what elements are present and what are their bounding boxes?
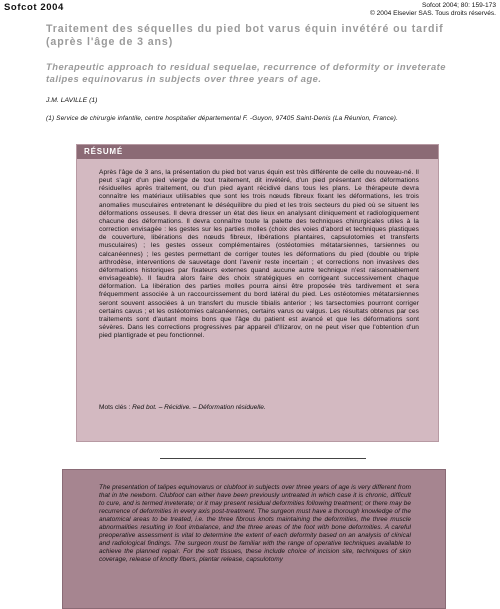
- title-english: Therapeutic approach to residual sequelae, recurrence of deformity or inveterate talipes equinovarus in subjects over three years of age.: [46, 61, 447, 84]
- resume-box: [76, 144, 439, 442]
- abstract-text: The presentation of talipes equinovarus or clubfoot in subjects over three years of age is very different from that in the newborn. Clubfoot can either have been previously untreated in which case it is chronic, difficult to cure, and is termed inveterate; or it may present residual deformities following treatment; or there may be recurrence of deformities in every axis post-treatment. The surgeon must have a thorough knowledge of the anatomical areas to be treated, i.e. the three fibrous knots maintaining the deformities, the three muscle abnormalities resulting in foot imbalance, and the three areas of the foot with bone deformities. A careful preoperative assessment is vital to determine the extent of each deformity based on an analysis of clinical and radiological findings. The surgeon must be familiar with the range of operative techniques available to achieve the planned repair. For the soft tissues, these include choice of incision site, techniques of skin coverage, release of knotty fibers, plantar release, capsulotomy: [99, 484, 411, 564]
- keywords: [99, 404, 419, 411]
- abstract-box: [62, 469, 446, 609]
- citation-line-1: Sofcot 2004; 80: 159-173: [421, 2, 496, 9]
- title-french: Traitement des séquelles du pied bot varus équin invétéré ou tardif (après l'âge de 3 ans): [46, 23, 444, 48]
- keywords-label: Mots clés :: [99, 404, 131, 411]
- resume-heading: RÉSUMÉ: [84, 147, 124, 156]
- affiliation: (1) Service de chirurgie infantile, centre hospitalier départemental F. -Guyon, 97405 Saint-Denis (La Réunion, France).: [46, 115, 398, 122]
- section-divider: [160, 458, 366, 459]
- keywords-list: Red bot. – Récidive. – Déformation résiduelle.: [132, 404, 266, 411]
- citation-line-2: © 2004 Elsevier SAS. Tous droits réservés.: [369, 10, 496, 17]
- journal-name: Sofcot 2004: [4, 2, 64, 13]
- resume-text: Après l'âge de 3 ans, la présentation du pied bot varus équin est très différente de celle du nouveau-né. Il peut s'agir d'un pied vierge de tout traitement, dit invétéré, d'un pied présentant des déformations résiduelles après traitement, ou d'un pied ayant récidivé dans tous les plans. Le thérapeute devra connaître les matériaux utilisables que sont les trois nœuds fibreux fixant les déformations, les trois anomalies musculaires entretenant le déséquilibre du pied et les trois secteurs du pied où se situent les déformations osseuses. Il devra dresser un état des lieux en analysant cliniquement et radiologiquement chacune des déformations. Il devra connaître toute la palette des techniques chirurgicales utiles à la correction envisagée : les gestes sur les parties molles (choix des voies d'abord et techniques plastiques de couverture, libérations des nœuds fibreux, libérations plantaires, capsulotomies et transferts musculaires) ; les gestes osseux complémentaires (ostéotomies métatarsiennes, tarsiennes ou calcanéennes) ; les gestes permettant de corriger toutes les déformations du pied (double ou triple arthrodèse, interventions de sauvetage dont l'avenir reste incertain ; et corrections non invasives des déformations historiques par fixateurs externes quand aucune autre technique n'est raisonnablement envisageable). Il faudra alors faire des choix stratégiques en corrigeant successivement chaque déformation. La libération des parties molles pourra ainsi être proposée très tardivement et sera fréquemment associée à un raccourcissement du bord latéral du pied. Les ostéotomies métatarsiennes seront souvent associées à un transfert du muscle tibialis anterior ; les tarsectomies pourront corriger certains cavus ; et les ostéotomies calcanéennes, certains varus ou valgus. Les résultats obtenus par ces traitements sont d'autant moins bons que l'âge du patient est avancé et que les déformations sont sévères. Dans les corrections progressives par appareil d'Ilizarov, on ne peut viser que l'obtention d'un pied plantigrade et peu fonctionnel.: [99, 169, 419, 340]
- citation: [370, 2, 496, 18]
- authors: J.M. LAVILLE (1): [46, 97, 98, 104]
- resume-header: [77, 145, 438, 159]
